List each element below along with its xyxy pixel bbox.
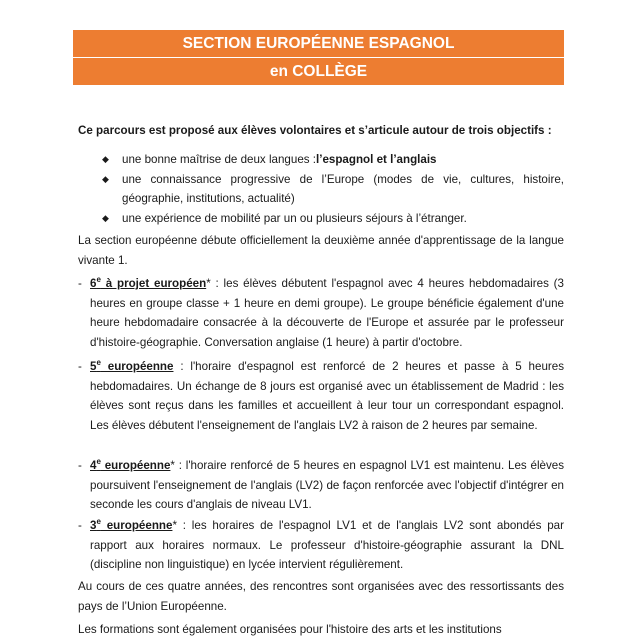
diamond-bullet-icon: ◆ — [102, 212, 109, 223]
level-label: 5e européenne — [90, 358, 174, 373]
list-item: ◆ une connaissance progressive de l’Europe (modes de vie, cultures, histoire, géographie, institutions, actualité) — [98, 170, 564, 209]
diamond-bullet-icon: ◆ — [102, 154, 109, 164]
diamond-bullet-icon: ◆ — [102, 173, 109, 184]
dash-bullet: - — [78, 277, 82, 290]
list-item: ◆ une bonne maîtrise de deux langues :l’espagnol et l’anglais — [98, 150, 564, 170]
intro-text: Ce parcours est proposé aux élèves volontaires et s’articule autour de trois objectifs : — [78, 124, 552, 137]
objectives-list — [98, 150, 564, 228]
title-banner — [73, 30, 564, 85]
banner-subtitle: en COLLÈGE — [269, 63, 368, 80]
list-item: ◆ une expérience de mobilité par un ou plusieurs séjours à l’étranger. — [98, 209, 564, 229]
level-item-5e: - 5e européenne : l'horaire d'espagnol est renforcé de 2 heures et passe à 5 heures hebdomadaires. Un échange de 8 jours est organisé avec un établissement de Madrid : les élèves sont reçus dans les familles et accueillent à leur tour un correspondant espagnol. Les élèves débutent l'enseignement de l'anglais LV2 à raison de 2 heures par semaine. — [78, 358, 565, 432]
start-paragraph: La section européenne débute officiellement la deuxième année d'apprentissage de la langue vivante 1. — [78, 234, 564, 267]
level-item-6e: - 6e à projet européen* : les élèves débutent l'espagnol avec 4 heures hebdomadaires (3 heures en groupe classe + 1 heure en demi groupe). Le groupe bénéficie également d'une heure hebdomadaire consacrée à la découverte de l'Europe et assurée par le professeur d'histoire-géographie. Conversation anglaise (1 heure) à partir d'octobre. — [78, 275, 564, 349]
dash-bullet: - — [78, 519, 82, 532]
closing-paragraph: Au cours de ces quatre années, des rencontres sont organisées avec des ressortissants des pays de l’Union Européenne. — [78, 580, 564, 613]
level-item-4e: - 4e européenne* : l'horaire renforcé de 5 heures en espagnol LV1 est maintenu. Les élèves poursuivent l'enseignement de l'anglais (LV2) de façon renforcée avec l'objectif d'intégrer en seconde les cours d'anglais de niveau LV1. — [78, 457, 565, 511]
dash-bullet: - — [78, 360, 82, 373]
dash-bullet: - — [78, 459, 82, 472]
level-label: 4e européenne — [90, 457, 171, 472]
level-label: 6e à projet européen — [90, 275, 207, 290]
cut-off-line: Les formations sont également organisées pour l'histoire des arts et les institutions — [78, 623, 502, 636]
level-item-3e: - 3e européenne* : les horaires de l'espagnol LV1 et de l'anglais LV2 sont abondés par rapport aux horaires normaux. Le professeur d'histoire-géographie assurant la DNL (discipline non linguistique) en lycée intervient régulièrement. — [78, 517, 564, 571]
level-label: 3e européenne — [90, 517, 173, 532]
banner-title: SECTION EUROPÉENNE ESPAGNOL — [182, 35, 455, 52]
